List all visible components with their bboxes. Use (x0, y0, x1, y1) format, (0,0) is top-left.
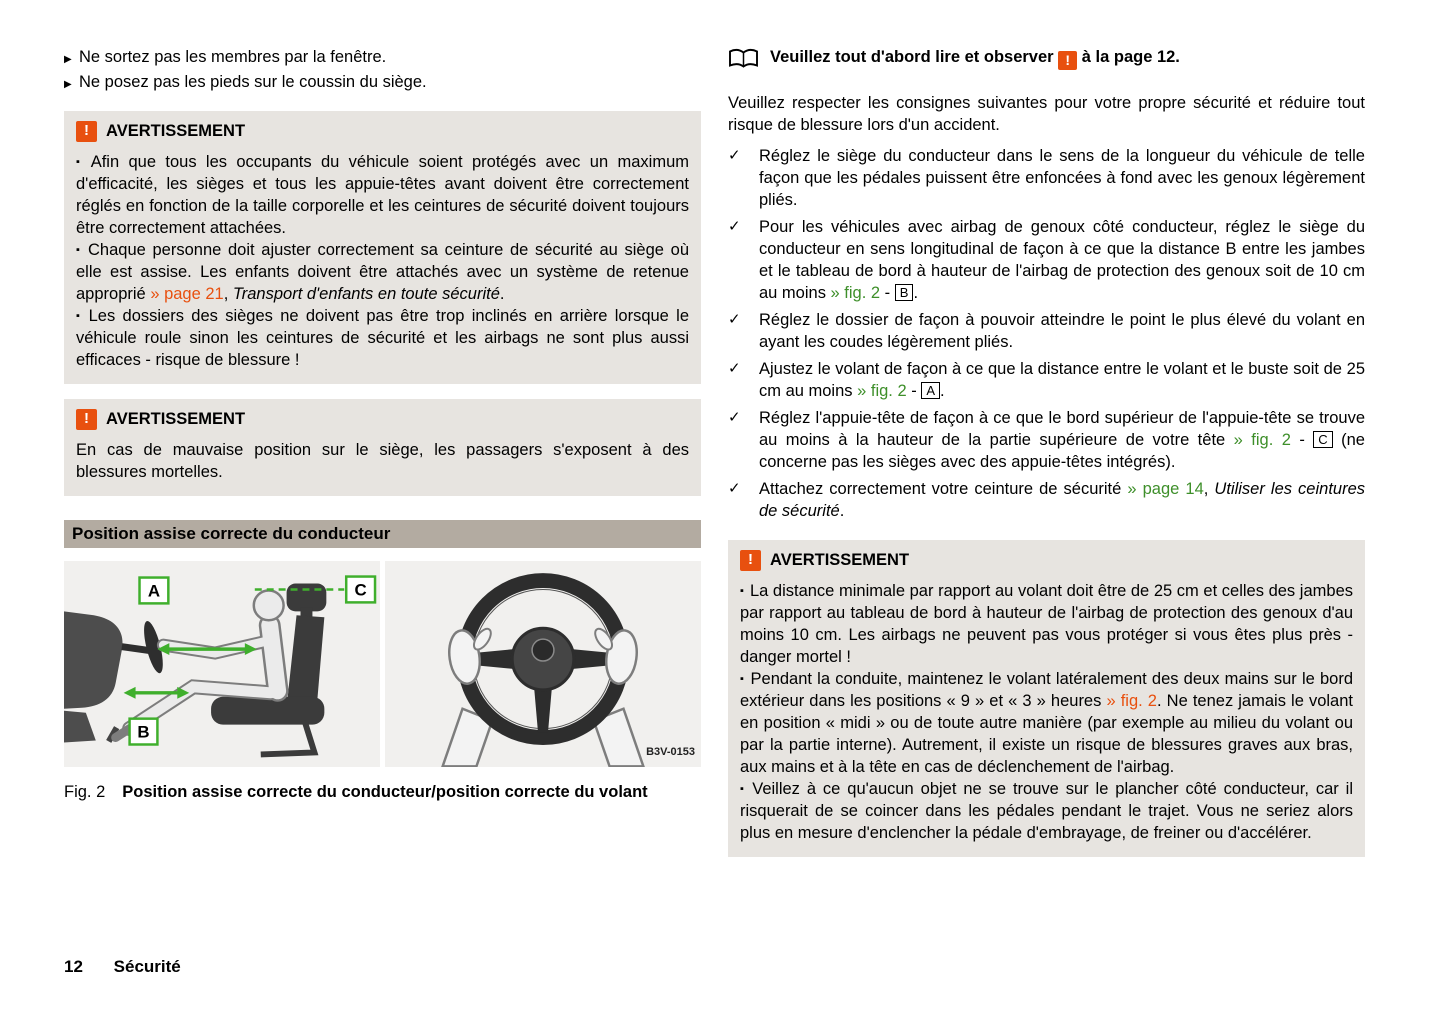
bottom-spoke (534, 687, 552, 733)
driver-head (254, 590, 284, 620)
warning-body: En cas de mauvaise position sur le siège, les passagers s'exposent à des blessures mortelles. (76, 441, 689, 481)
warning-item (76, 305, 689, 371)
figure-panel-wheel (385, 561, 701, 767)
warning-icon: ! (1058, 51, 1077, 70)
warning-icon: ! (740, 550, 761, 571)
warning-item (740, 778, 1353, 844)
warning-header (76, 408, 689, 430)
page-number: 12 (64, 957, 83, 976)
figure-caption-text: Position assise correcte du conducteur/position correcte du volant (122, 783, 648, 801)
italic-reference-text: Utiliser les ceintures de sécurité (759, 480, 1366, 520)
rich-text: Veillez à ce qu'aucun objet ne se trouve sur le plancher côté conducteur, car il risquerait de se coincer dans les pédales pendant le trajet. Vous ne seriez alors plus en mesure d'enclencher la pédale d'embrayage, de freiner ou d'accélérer. (740, 780, 1353, 842)
checklist-item (728, 309, 1365, 353)
rich-text: Chaque personne doit ajuster correctement sa ceinture de sécurité au siège où elle est assise. Les enfants doivent être attachés avec un système de retenue approprié » page 21, Transport d'enfants en toute sécurité. (76, 241, 689, 303)
rich-text: Les dossiers des sièges ne doivent pas être trop inclinés en arrière lorsque le véhicule roule sinon les ceintures de sécurité et les airbags ne sont plus aussi efficaces - risque de blessure ! (76, 307, 689, 369)
warning-box-3 (728, 540, 1365, 857)
cross-reference-link[interactable]: » page 14 (1127, 480, 1204, 498)
rich-text: Pour les véhicules avec airbag de genoux côté conducteur, réglez le siège du conducteur en sens longitudinal de façon à ce que la distance B entre les jambes et le tableau de bord à hauteur de l'airbag de protection des genoux soit de 10 cm au moins » fig. 2 - B . (759, 218, 1365, 302)
figure-key-box: C (1313, 431, 1332, 448)
driver-seating-diagram (64, 561, 380, 767)
left-column (64, 46, 701, 803)
cross-reference-link[interactable]: » page 21 (150, 285, 224, 303)
label-a: A (147, 581, 161, 601)
cross-reference-link[interactable]: » fig. 2 (830, 284, 881, 302)
bullet-text: Ne posez pas les pieds sur le coussin du siège. (79, 73, 427, 91)
label-c: C (354, 580, 367, 600)
figure-2 (64, 561, 701, 767)
right-column (728, 46, 1365, 857)
check-icon: ✓ (728, 480, 741, 497)
cross-reference-link[interactable]: » fig. 2 (1106, 692, 1157, 710)
checklist-item (728, 407, 1365, 473)
triangle-bullet-icon: ▶ (64, 54, 72, 65)
headrest (287, 584, 327, 612)
intro-paragraph: Veuillez respecter les consignes suivantes pour votre propre sécurité et réduire tout risque de blessure lors d'un accident. (728, 94, 1365, 134)
dashboard-shape (64, 611, 122, 708)
read-first-note (728, 46, 1365, 76)
warning-header (740, 549, 1353, 571)
cross-reference-link[interactable]: » fig. 2 (1233, 431, 1291, 449)
warning-box-1 (64, 111, 701, 384)
checklist-item (728, 216, 1365, 304)
check-icon: ✓ (728, 147, 741, 164)
square-bullet-icon: ▪ (740, 783, 747, 795)
warning-item (76, 151, 689, 239)
rich-text: Réglez le dossier de façon à pouvoir atteindre le point le plus élevé du volant en ayant les coudes légèrement pliés. (759, 311, 1365, 351)
warning-item (740, 580, 1353, 668)
rich-text: Attachez correctement votre ceinture de sécurité » page 14, Utiliser les ceintures de sécurité. (759, 480, 1366, 520)
triangle-bullet-icon: ▶ (64, 79, 72, 90)
label-b: B (137, 722, 150, 742)
open-book-icon (728, 48, 759, 76)
square-bullet-icon: ▪ (740, 673, 745, 685)
square-bullet-icon: ▪ (76, 244, 83, 256)
square-bullet-icon: ▪ (740, 585, 744, 597)
check-icon: ✓ (728, 409, 741, 426)
figure-panel-seat (64, 561, 380, 767)
safety-bullet (64, 46, 701, 71)
check-icon: ✓ (728, 311, 741, 328)
warning-item (740, 668, 1353, 778)
checklist (728, 145, 1365, 522)
warning-title-text: AVERTISSEMENT (770, 551, 910, 569)
rich-text: Réglez l'appuie-tête de façon à ce que le bord supérieur de l'appuie-tête se trouve au moins à la hauteur de la partie supérieure de votre tête » fig. 2 - C (ne concerne pas les sièges avec des appuie-têtes intégrés). (759, 409, 1365, 471)
figure-caption (64, 781, 701, 803)
rich-text: Pendant la conduite, maintenez le volant latéralement des deux mains sur le bord extérieur dans les positions « 9 » et « 3 » heures » fig. 2. Ne tenez jamais le volant en position « midi » ou de toute autre manière (par exemple au milieu du volant ou par la partie interne). Autrement, il existe un risque de blessures graves aux bras, aux mains et à la tête en cas de déclenchement de l'airbag. (740, 670, 1354, 776)
checklist-item (728, 145, 1365, 211)
square-bullet-icon: ▪ (76, 310, 83, 322)
rich-text: Ajustez le volant de façon à ce que la distance entre le volant et le buste soit de 25 cm au moins » fig. 2 - A . (759, 360, 1365, 400)
checklist-item (728, 478, 1365, 522)
warning-title-text: AVERTISSEMENT (106, 410, 246, 428)
brand-logo (532, 639, 554, 661)
safety-bullet (64, 71, 701, 96)
figure-key-box: A (921, 382, 940, 399)
section-heading: Position assise correcte du conducteur (64, 520, 701, 548)
checklist-item (728, 358, 1365, 402)
warning-icon: ! (76, 121, 97, 142)
warning-box-2 (64, 399, 701, 496)
rich-text: La distance minimale par rapport au volant doit être de 25 cm et celles des jambes par rapport au tableau de bord à hauteur de l'airbag de protection des genoux d'au moins 10 cm. Les airbags ne peuvent pas vous protéger si vous êtes plus près - danger mortel ! (740, 582, 1353, 666)
figure-key-box: B (895, 284, 914, 301)
warning-header (76, 120, 689, 142)
warning-item (76, 239, 689, 305)
bullet-text: Ne sortez pas les membres par la fenêtre. (79, 48, 387, 66)
check-icon: ✓ (728, 360, 741, 377)
page-footer (64, 956, 181, 978)
warning-title-text: AVERTISSEMENT (106, 122, 246, 140)
page-section-title: Sécurité (113, 957, 181, 976)
figure-caption-label: Fig. 2 (64, 783, 106, 801)
rich-text: Réglez le siège du conducteur dans le sens de la longueur du véhicule de telle façon que les pédales puissent être enfoncées à fond avec les genoux légèrement pliés. (759, 147, 1365, 209)
note-text: Veuillez tout d'abord lire et observer ! à la page 12. (770, 48, 1180, 68)
check-icon: ✓ (728, 218, 741, 235)
figure-code: B3V-0153 (646, 746, 695, 758)
warning-icon: ! (76, 409, 97, 430)
rich-text: Afin que tous les occupants du véhicule soient protégés avec un maximum d'efficacité, les sièges et tous les appuie-têtes avant doivent être correctement réglés en fonction de la taille corporelle et les ceintures de sécurité doivent toujours être correctement attachées. (76, 153, 689, 237)
square-bullet-icon: ▪ (76, 156, 85, 168)
steering-wheel-diagram (385, 561, 701, 767)
italic-reference-text: Transport d'enfants en toute sécurité (232, 285, 500, 303)
seat-backrest (287, 615, 325, 710)
cross-reference-link[interactable]: » fig. 2 (857, 382, 907, 400)
